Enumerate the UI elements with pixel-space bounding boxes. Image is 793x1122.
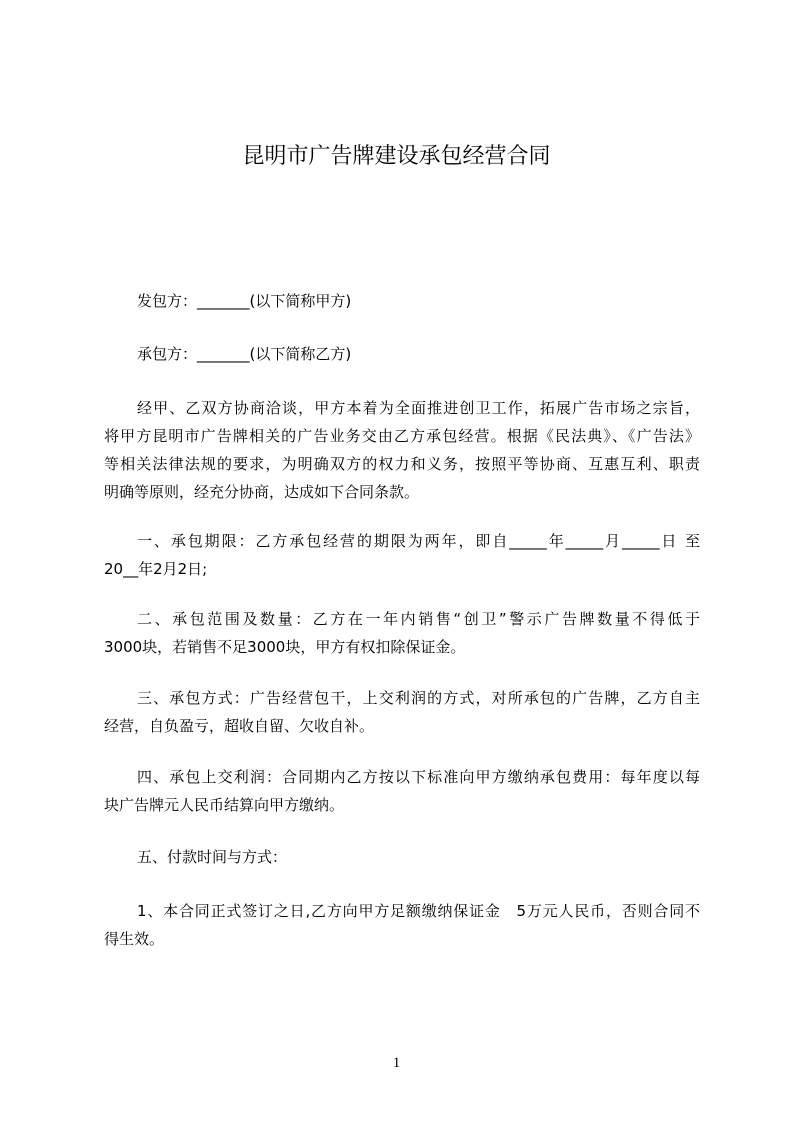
document-title: 昆明市广告牌建设承包经营合同 bbox=[242, 144, 551, 169]
text-line: 等相关法律法规的要求，为明确双方的权力和义务，按照平等协商、互惠互利、职责 bbox=[104, 455, 700, 473]
paragraph-clause-5-payment bbox=[104, 843, 700, 871]
text-line: 块广告牌元人民币结算向甲方缴纳。 bbox=[104, 796, 345, 814]
paragraph-clause-1-term bbox=[104, 527, 700, 583]
paragraph-clause-4-profit bbox=[104, 763, 700, 819]
text-line: 三、承包方式：广告经营包干，上交利润的方式，对所承包的广告牌，乙方自主 bbox=[137, 689, 700, 707]
text-line: 承包方：_______(以下简称乙方) bbox=[137, 345, 352, 363]
paragraph-party-a bbox=[104, 287, 700, 315]
page-number: 1 bbox=[392, 1055, 401, 1071]
text-line: 1、本合同正式签订之日,乙方向甲方足额缴纳保证金 5万元人民币，否则合同不 bbox=[137, 902, 700, 920]
text-line: 二、承包范围及数量：乙方在一年内销售“创卫”警示广告牌数量不得低于 bbox=[137, 610, 700, 628]
text-line: 一、承包期限：乙方承包经营的期限为两年，即自_____年_____月_____日 至 bbox=[137, 532, 700, 550]
text-line: 四、承包上交利润：合同期内乙方按以下标准向甲方缴纳承包费用：每年度以每 bbox=[137, 768, 700, 786]
text-line: 五、付款时间与方式： bbox=[137, 848, 288, 866]
paragraph-party-b bbox=[104, 340, 700, 368]
text-line: 3000块，若销售不足3000块，甲方有权扣除保证金。 bbox=[104, 638, 466, 656]
paragraph-preamble bbox=[104, 394, 700, 506]
text-line: 经营，自负盈亏，超收自留、欠收自补。 bbox=[104, 717, 375, 735]
text-line: 得生效。 bbox=[104, 930, 165, 948]
paragraph-clause-2-scope bbox=[104, 605, 700, 661]
paragraph-clause-5-item-1 bbox=[104, 897, 700, 953]
text-line: 明确等原则，经充分协商，达成如下合同条款。 bbox=[104, 483, 420, 501]
text-line: 将甲方昆明市广告牌相关的广告业务交由乙方承包经营。根据《民法典》、《广告法》 bbox=[104, 427, 700, 445]
text-line: 发包方：_______(以下简称甲方) bbox=[137, 292, 352, 310]
text-line: 20__年2月2日; bbox=[104, 560, 208, 578]
paragraph-clause-3-method bbox=[104, 684, 700, 740]
text-line: 经甲、乙双方协商洽谈，甲方本着为全面推进创卫工作，拓展广告市场之宗旨， bbox=[137, 399, 700, 417]
